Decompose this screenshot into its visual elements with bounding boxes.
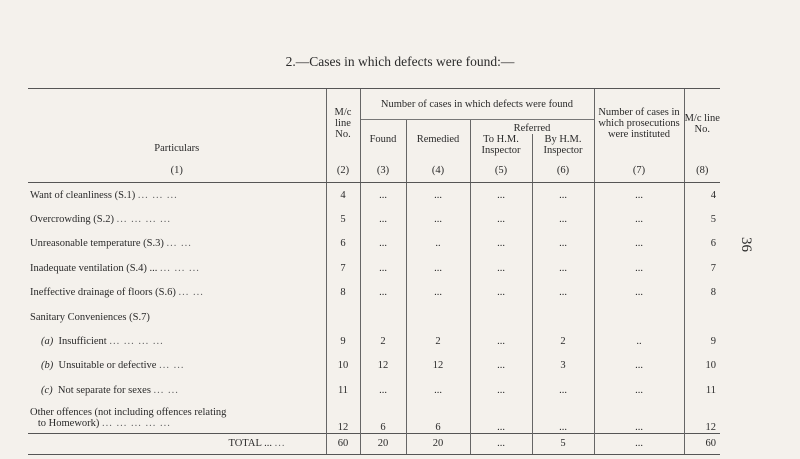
cell: ...	[470, 232, 532, 256]
cell	[594, 305, 684, 329]
header-by-hm: By H.M. Inspector	[532, 134, 594, 158]
cell: 5	[326, 207, 360, 231]
header-remedied: Remedied	[406, 120, 470, 159]
cell: 8	[684, 281, 720, 305]
table-row	[28, 378, 720, 402]
leader-dots: ... ... ... ... ...	[102, 417, 171, 429]
row-label: Unreasonable temperature (S.3)	[30, 238, 164, 250]
cell: ...	[594, 183, 684, 208]
leader-dots: ... ... ...	[160, 262, 200, 274]
cell: ...	[406, 281, 470, 305]
table-row	[28, 256, 720, 280]
cell: ...	[360, 256, 406, 280]
header-found: Found	[360, 120, 406, 159]
row-label: Sanitary Conveniences (S.7)	[30, 311, 150, 323]
header-referred: Referred	[470, 120, 594, 135]
cell: ...	[532, 378, 594, 402]
cell: ...	[360, 281, 406, 305]
col-num-6: (6)	[532, 158, 594, 183]
cell: 9	[326, 329, 360, 353]
cell	[360, 305, 406, 329]
cell: 20	[360, 433, 406, 454]
cell: ...	[406, 256, 470, 280]
cell: ...	[532, 403, 594, 434]
cell: 2	[406, 329, 470, 353]
cell: ...	[594, 281, 684, 305]
row-label: Not separate for sexes	[57, 384, 151, 396]
table-row	[28, 207, 720, 231]
row-label: Insufficient	[58, 336, 107, 348]
row-label: Inadequate ventilation (S.4) ...	[30, 262, 158, 274]
cell: 60	[326, 433, 360, 454]
cell: 3	[532, 354, 594, 378]
cell: ...	[594, 207, 684, 231]
cell: 2	[360, 329, 406, 353]
cell: ...	[406, 378, 470, 402]
cell: ..	[594, 329, 684, 353]
cell: ...	[532, 232, 594, 256]
header-prosecutions: Number of cases in which prosecutions were instituted	[594, 89, 684, 159]
cell: 12	[684, 403, 720, 434]
cell: 9	[684, 329, 720, 353]
cell: 10	[326, 354, 360, 378]
cell: ...	[532, 256, 594, 280]
page-number: 36	[738, 237, 754, 252]
leader-dots: ... ... ...	[137, 189, 178, 201]
header-mc-line-no-right: M/c line No.	[684, 89, 720, 159]
cell: 6	[360, 403, 406, 434]
table-heading: 2.—Cases in which defects were found:—	[285, 54, 515, 69]
cell	[684, 305, 720, 329]
total-row	[28, 433, 720, 454]
defects-table	[28, 88, 720, 455]
leader-dots: ... ...	[178, 287, 204, 299]
row-prefix: (b)	[41, 360, 54, 372]
cell: 6	[326, 232, 360, 256]
cell: ...	[470, 433, 532, 454]
total-label: TOTAL ...	[228, 438, 272, 450]
table-row	[28, 354, 720, 378]
cell: ...	[532, 281, 594, 305]
cell: 5	[532, 433, 594, 454]
header-number-of-cases: Number of cases in which defects were found	[360, 89, 594, 120]
cell: 12	[326, 403, 360, 434]
table-row	[28, 232, 720, 256]
cell: 6	[406, 403, 470, 434]
cell: ...	[360, 378, 406, 402]
table-row	[28, 281, 720, 305]
table-row	[28, 329, 720, 353]
cell: 6	[684, 232, 720, 256]
leader-dots: ... ...	[166, 238, 192, 250]
cell: ...	[470, 354, 532, 378]
cell: ...	[532, 207, 594, 231]
cell	[470, 305, 532, 329]
cell: ...	[406, 183, 470, 208]
leader-dots: ...	[274, 438, 286, 450]
row-label: Overcrowding (S.2)	[30, 214, 114, 226]
leader-dots: ... ...	[153, 384, 179, 396]
leader-dots: ... ... ... ...	[116, 214, 171, 226]
table-row	[28, 183, 720, 208]
cell: 4	[684, 183, 720, 208]
row-prefix: (c)	[41, 384, 53, 396]
cell: ...	[594, 256, 684, 280]
cell: ..	[406, 232, 470, 256]
cell: ...	[594, 378, 684, 402]
cell	[406, 305, 470, 329]
cell: ...	[594, 232, 684, 256]
cell	[532, 305, 594, 329]
cell: 8	[326, 281, 360, 305]
cell: ...	[594, 433, 684, 454]
cell: ...	[470, 256, 532, 280]
cell: 7	[684, 256, 720, 280]
cell: 11	[684, 378, 720, 402]
cell: 11	[326, 378, 360, 402]
table-row	[28, 305, 720, 329]
cell: 7	[326, 256, 360, 280]
cell: 5	[684, 207, 720, 231]
col-num-4: (4)	[406, 158, 470, 183]
cell: 2	[532, 329, 594, 353]
col-num-3: (3)	[360, 158, 406, 183]
cell: 20	[406, 433, 470, 454]
row-label: Unsuitable or defective	[58, 360, 157, 372]
cell: ...	[594, 354, 684, 378]
cell: ...	[470, 207, 532, 231]
header-particulars: Particulars	[28, 89, 326, 159]
cell: 10	[684, 354, 720, 378]
cell: ...	[470, 378, 532, 402]
cell: ...	[532, 183, 594, 208]
col-num-8: (8)	[684, 158, 720, 183]
row-label-continued: to Homework)	[37, 417, 100, 429]
col-num-1: (1)	[28, 158, 326, 183]
row-label: Want of cleanliness (S.1)	[30, 189, 136, 201]
row-prefix: (a)	[41, 336, 54, 348]
row-label: Ineffective drainage of floors (S.6)	[30, 287, 176, 299]
leader-dots: ... ...	[159, 360, 185, 372]
cell: ...	[594, 403, 684, 434]
cell: ...	[470, 281, 532, 305]
cell: ...	[360, 183, 406, 208]
cell: ...	[360, 232, 406, 256]
cell: 60	[684, 433, 720, 454]
cell: ...	[360, 207, 406, 231]
cell: ...	[470, 329, 532, 353]
col-num-2: (2)	[326, 158, 360, 183]
cell	[326, 305, 360, 329]
cell: 12	[360, 354, 406, 378]
col-num-7: (7)	[594, 158, 684, 183]
header-to-hm: To H.M. Inspector	[470, 134, 532, 158]
header-mc-line-no: M/c line No.	[326, 89, 360, 159]
row-label: Other offences (not including offences relating	[30, 406, 227, 418]
cell: ...	[470, 183, 532, 208]
cell: 12	[406, 354, 470, 378]
cell: ...	[406, 207, 470, 231]
table-row	[28, 403, 720, 434]
cell: ...	[470, 403, 532, 434]
col-num-5: (5)	[470, 158, 532, 183]
leader-dots: ... ... ... ...	[109, 336, 164, 348]
cell: 4	[326, 183, 360, 208]
